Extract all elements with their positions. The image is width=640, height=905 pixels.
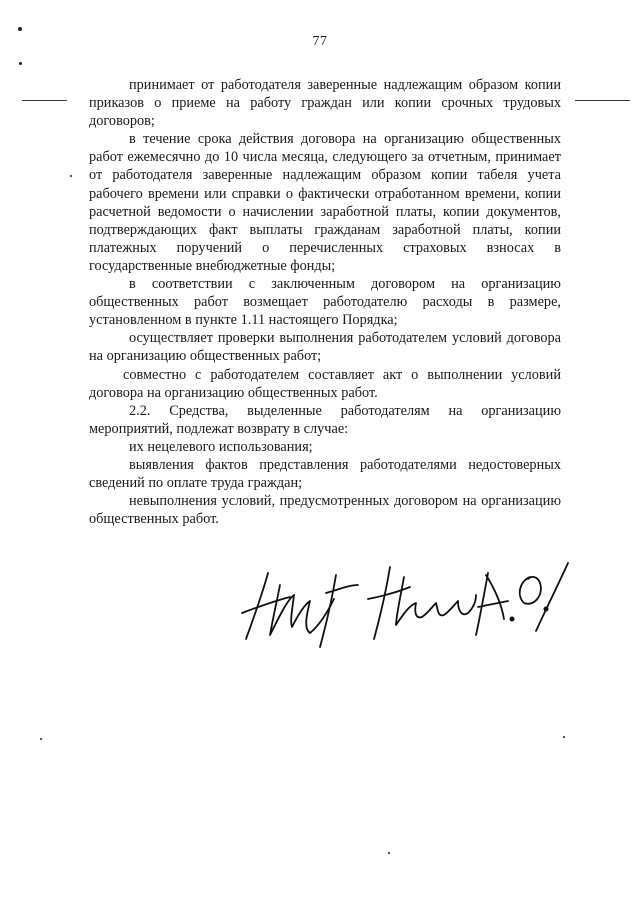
paragraph-copies-of-orders: принимает от работодателя заверенные надлежащим образом копии приказов о приеме на работу граждан или копии срочных трудовых договоров; [89, 77, 561, 130]
scan-dot-bottom [388, 852, 390, 854]
handwritten-signature [240, 555, 570, 650]
scan-mark-second [19, 62, 22, 65]
document-body [89, 76, 561, 528]
scan-dot-lower-left [40, 738, 42, 740]
paragraph-inspections: осуществляет проверки выполнения работодателем условий договора на организацию общественных работ; [89, 330, 561, 365]
paragraph-reimbursement: в соответствии с заключенным договором на организацию общественных работ возмещает работодателю расходы в размере, установленном в пункте 1.11 настоящего Порядка; [89, 276, 561, 329]
paragraph-non-fulfillment: невыполнения условий, предусмотренных договором на организацию общественных работ. [89, 493, 561, 528]
page-number: 77 [312, 34, 328, 49]
paragraph-section-2-2: 2.2. Средства, выделенные работодателям на организацию мероприятий, подлежат возврату в случае: [89, 402, 561, 437]
paragraph-misuse: их нецелевого использования; [129, 438, 313, 455]
paragraph-act: совместно с работодателем составляет акт о выполнении условий договора на организацию общественных работ. [89, 366, 561, 401]
scan-mark-top [18, 27, 22, 31]
paragraph-false-information: выявления фактов представления работодателями недостоверных сведений по оплате труда граждан; [89, 456, 561, 492]
scan-dot-middle [70, 175, 72, 177]
scan-line-right [575, 100, 630, 101]
paragraph-monthly-reports: в течение срока действия договора на организацию общественных работ ежемесячно до 10 числа месяца, следующего за отчетным, принимает от работодателя заверенные надлежащим образом копии табеля учета рабочего времени или справки о фактически отработанном времени, копии расчетной ведомости о начислении заработной платы, копии документов, подтверждающих факт выплаты гражданам заработной платы, копии платежных поручений о перечисленных страховых взносах в государственные внебюджетные фонды; [89, 131, 561, 274]
scan-line-left [22, 100, 67, 101]
scan-dot-lower-right [563, 736, 565, 738]
